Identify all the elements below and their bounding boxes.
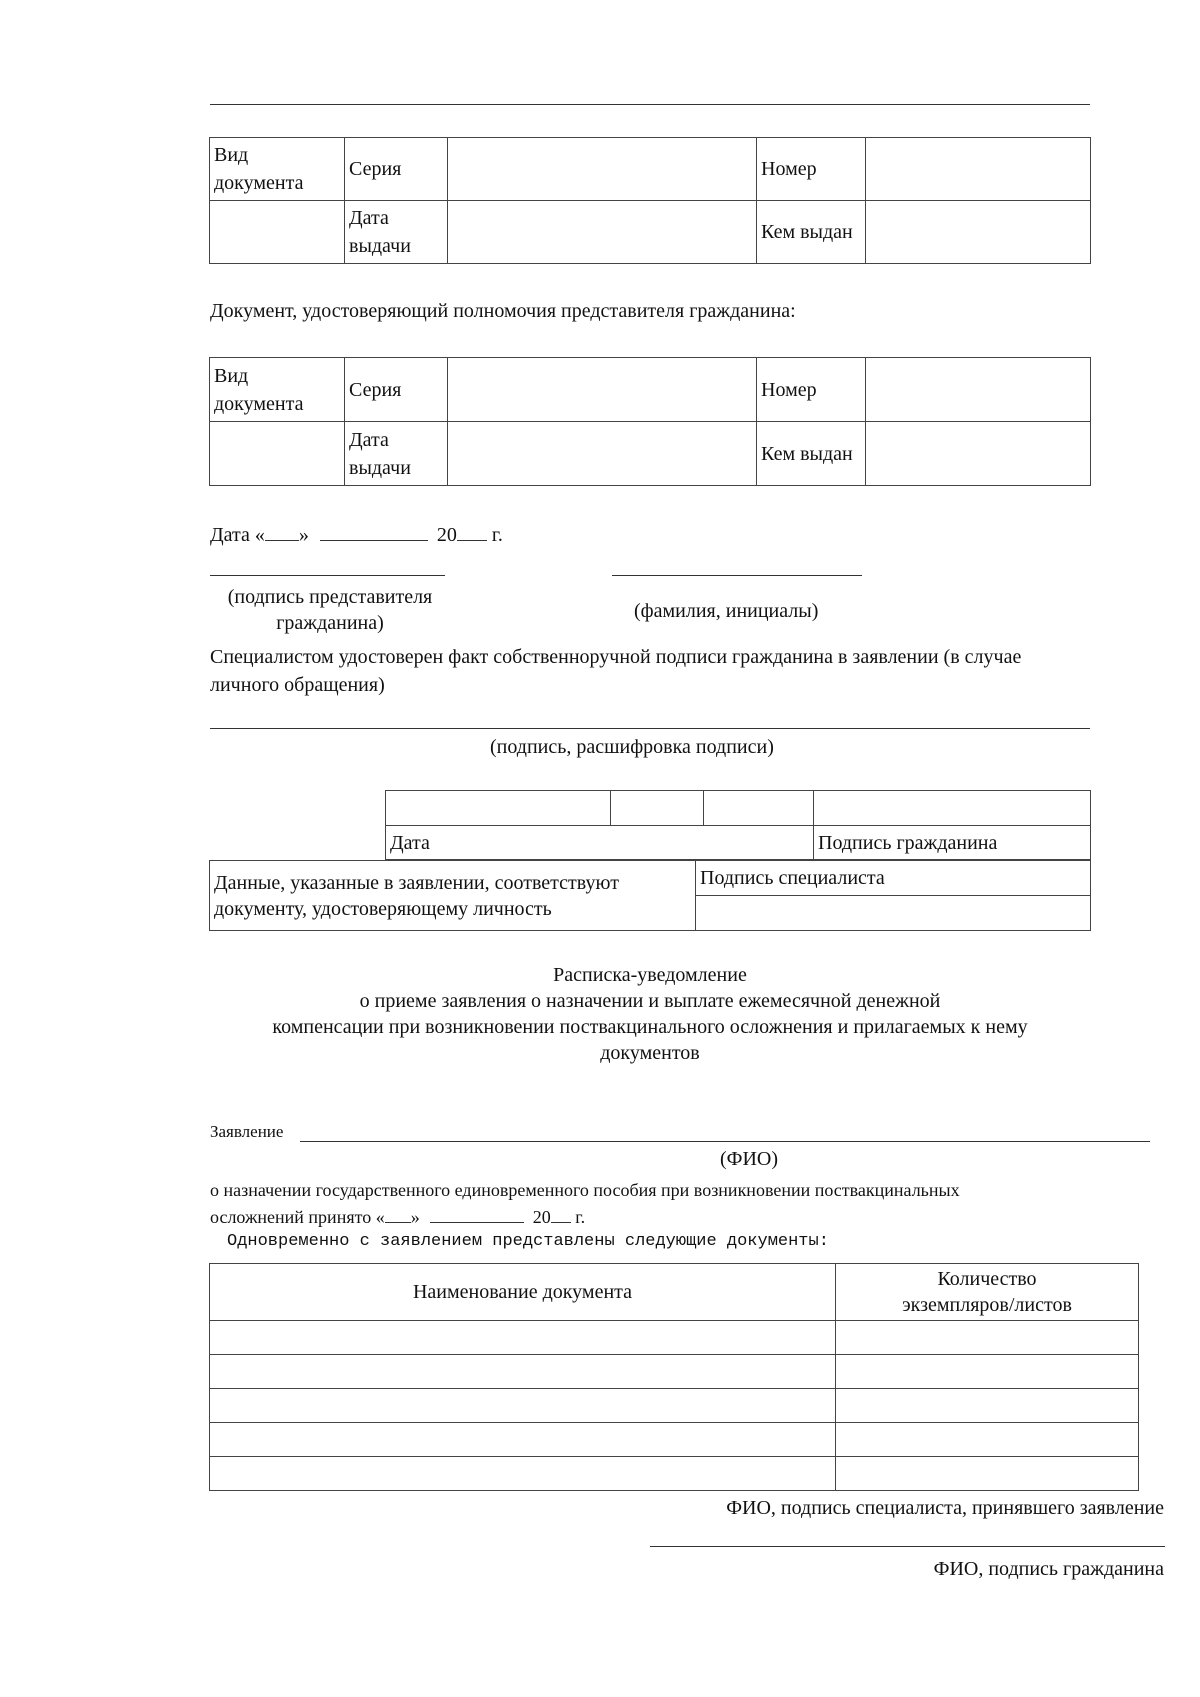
table-row xyxy=(210,1423,1139,1457)
date-close-quote: » xyxy=(298,524,309,546)
date-label: Дата xyxy=(390,831,430,854)
accepted-century: 20 xyxy=(532,1207,551,1227)
identity-document-table xyxy=(209,137,1091,264)
doc-name-header xyxy=(210,1264,836,1321)
accepted-year-field[interactable] xyxy=(551,1206,571,1223)
number-label-cell xyxy=(757,138,866,201)
fio-caption: (ФИО) xyxy=(720,1148,779,1170)
issued-by-label-cell xyxy=(757,201,866,264)
number-value-field[interactable] xyxy=(866,138,1091,201)
rep-issued-by-label-cell xyxy=(757,422,866,486)
year-blank-field[interactable] xyxy=(457,522,487,541)
kind-label-cell xyxy=(210,138,345,201)
certification-signature-line[interactable] xyxy=(210,728,1090,729)
match-text: Данные, указанные в заявлении, соответствуют документу, удостоверяющему личность xyxy=(214,871,619,920)
receipt-title-line1: Расписка-уведомление xyxy=(553,964,747,986)
qty-header-line2: экземпляров/листов xyxy=(902,1294,1072,1316)
accepted-line1: о назначении государственного единовременного пособия при возникновении поствакцинальных xyxy=(210,1180,960,1200)
date-signature-table xyxy=(385,790,1091,860)
attached-heading: Одновременно с заявлением представлены следующие документы: xyxy=(227,1232,829,1251)
doc-name-field[interactable] xyxy=(210,1389,836,1423)
rep-kind-label: Вид документа xyxy=(214,364,304,415)
specialist-check-table xyxy=(209,860,1091,931)
citizen-signature-label: Подпись гражданина xyxy=(818,831,998,854)
series-label: Серия xyxy=(349,158,402,180)
accepted-suffix: г. xyxy=(575,1207,586,1227)
specialist-caption: ФИО, подпись специалиста, принявшего заявление xyxy=(726,1497,1164,1519)
doc-name-field[interactable] xyxy=(210,1457,836,1491)
day-blank-field[interactable] xyxy=(265,522,299,541)
date-prefix: Дата « xyxy=(210,524,265,546)
top-rule xyxy=(210,104,1090,105)
certification-caption: (подпись, расшифровка подписи) xyxy=(490,736,774,758)
rep-series-label-cell xyxy=(345,358,448,422)
specialist-signature-label: Подпись специалиста xyxy=(700,867,885,889)
accepted-day-field[interactable] xyxy=(385,1206,411,1223)
series-value-field[interactable] xyxy=(448,138,757,201)
applicant-name-line[interactable] xyxy=(300,1141,1150,1142)
date-line xyxy=(210,522,503,548)
receipt-title-line2: о приеме заявления о назначении и выплате ежемесячной денежной xyxy=(359,990,941,1012)
accepted-month-field[interactable] xyxy=(430,1206,524,1223)
series-label-cell xyxy=(345,138,448,201)
rep-issue-date-label-cell xyxy=(345,422,448,486)
rep-issue-date-value-field[interactable] xyxy=(448,422,757,486)
number-label: Номер xyxy=(761,158,817,180)
rep-signature-caption: (подпись представителя гражданина) xyxy=(227,586,433,634)
qty-field[interactable] xyxy=(836,1355,1139,1389)
rep-issue-date-label: Дата выдачи xyxy=(349,428,411,479)
match-text-cell xyxy=(210,861,696,931)
date-day-field[interactable] xyxy=(386,791,611,826)
issued-by-value-field[interactable] xyxy=(866,201,1091,264)
table-row xyxy=(210,1355,1139,1389)
rep-signature-line[interactable] xyxy=(210,575,445,576)
name-initials-caption: (фамилия, инициалы) xyxy=(634,600,819,622)
issue-date-label: Дата выдачи xyxy=(349,207,411,257)
specialist-signature-field[interactable] xyxy=(696,896,1091,931)
citizen-caption: ФИО, подпись гражданина xyxy=(933,1558,1164,1580)
representative-document-table xyxy=(209,357,1091,486)
table-row xyxy=(210,1457,1139,1491)
rep-issued-by-value-field[interactable] xyxy=(866,422,1091,486)
qty-field[interactable] xyxy=(836,1389,1139,1423)
accepted-prefix: осложнений принято « xyxy=(210,1207,385,1227)
citizen-signature-label-cell xyxy=(814,826,1091,860)
rep-kind-value-field[interactable] xyxy=(210,422,345,486)
rep-series-value-field[interactable] xyxy=(448,358,757,422)
qty-header-line1: Количество xyxy=(937,1268,1037,1290)
citizen-signature-line[interactable] xyxy=(650,1546,1165,1547)
qty-field[interactable] xyxy=(836,1457,1139,1491)
attached-documents-table xyxy=(209,1263,1139,1491)
citizen-signature-field[interactable] xyxy=(814,791,1091,826)
qty-field[interactable] xyxy=(836,1321,1139,1355)
rep-number-label: Номер xyxy=(761,378,817,401)
table-row xyxy=(210,1321,1139,1355)
date-year-suffix: г. xyxy=(491,524,503,546)
date-year-field[interactable] xyxy=(704,791,814,826)
receipt-title-line3: компенсации при возникновении поствакцинального осложнения и прилагаемых к нему xyxy=(272,1016,1028,1038)
name-initials-line[interactable] xyxy=(612,575,862,576)
representative-doc-heading: Документ, удостоверяющий полномочия представителя гражданина: xyxy=(210,300,796,322)
doc-name-field[interactable] xyxy=(210,1321,836,1355)
qty-header xyxy=(836,1264,1139,1321)
rep-number-label-cell xyxy=(757,358,866,422)
rep-number-value-field[interactable] xyxy=(866,358,1091,422)
date-label-cell xyxy=(386,826,814,860)
kind-value-field[interactable] xyxy=(210,201,345,264)
month-blank-field[interactable] xyxy=(320,522,428,541)
application-label: Заявление xyxy=(210,1122,284,1141)
accepted-close: » xyxy=(410,1207,420,1227)
rep-series-label: Серия xyxy=(349,378,402,401)
date-century: 20 xyxy=(436,524,457,546)
table-row xyxy=(210,1389,1139,1423)
doc-name-header-label: Наименование документа xyxy=(412,1281,633,1303)
certification-text: Специалистом удостоверен факт собственноручной подписи гражданина в заявлении (в случае личного обращения) xyxy=(210,646,1022,696)
issue-date-value-field[interactable] xyxy=(448,201,757,264)
doc-name-field[interactable] xyxy=(210,1355,836,1389)
rep-kind-label-cell xyxy=(210,358,345,422)
receipt-title xyxy=(150,962,1150,1066)
specialist-signature-label-cell xyxy=(696,861,1091,896)
doc-name-field[interactable] xyxy=(210,1423,836,1457)
kind-label: Вид документа xyxy=(214,144,304,194)
issued-by-label: Кем выдан xyxy=(761,221,853,243)
qty-field[interactable] xyxy=(836,1423,1139,1457)
receipt-title-line4: документов xyxy=(600,1042,700,1064)
accepted-line2 xyxy=(210,1205,585,1229)
date-month-field[interactable] xyxy=(611,791,704,826)
rep-issued-by-label: Кем выдан xyxy=(761,442,853,465)
issue-date-label-cell xyxy=(345,201,448,264)
